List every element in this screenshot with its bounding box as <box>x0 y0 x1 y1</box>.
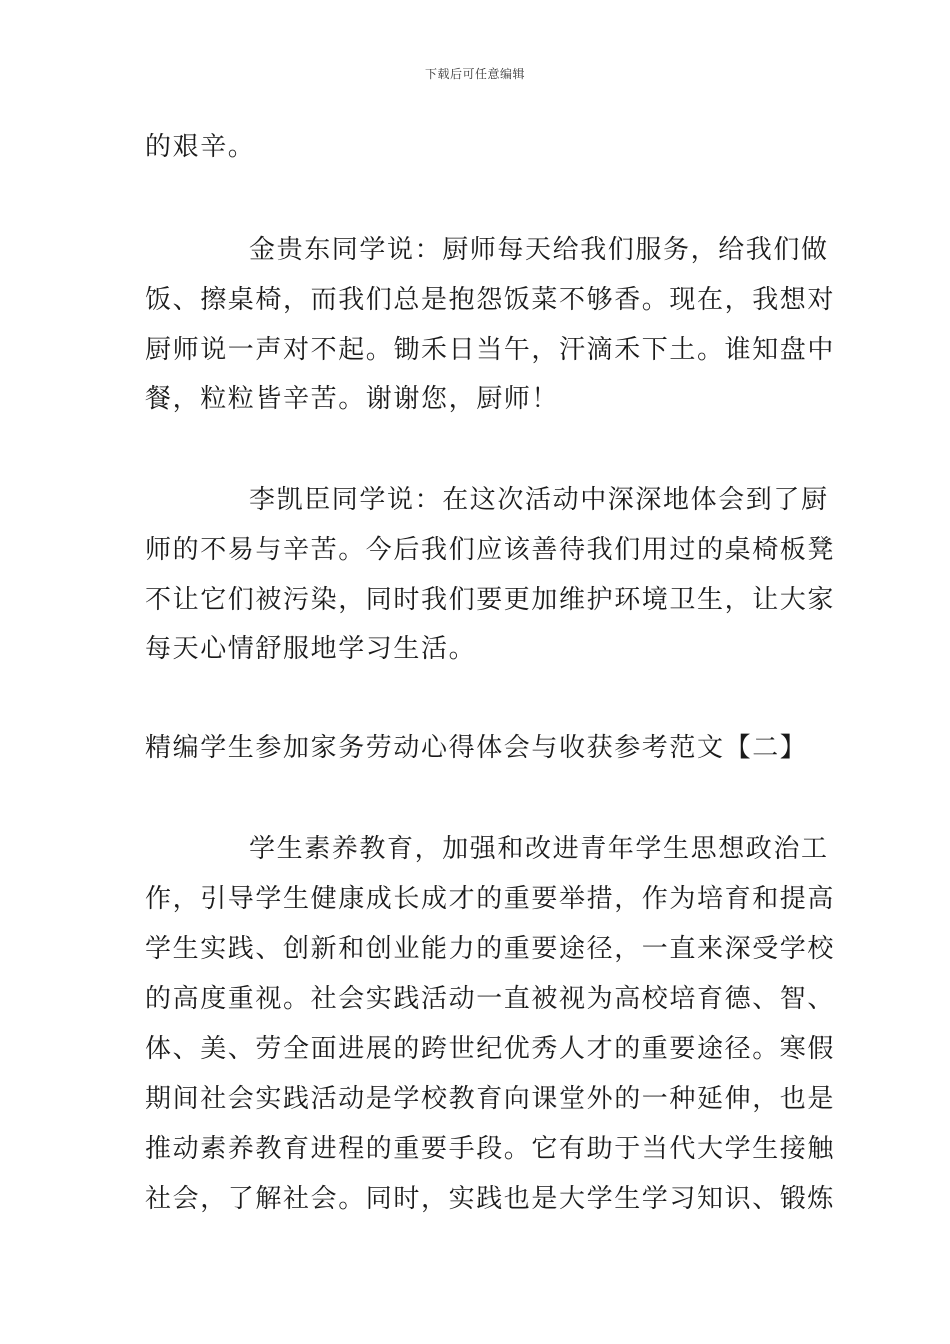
paragraph-line: 期间社会实践活动是学校教育向课堂外的一种延伸，也是 <box>145 1084 836 1114</box>
paragraph-line: 餐，粒粒皆辛苦。谢谢您，厨师！ <box>145 384 560 414</box>
paragraph-line: 体、美、劳全面进展的跨世纪优秀人才的重要途径。寒假 <box>145 1034 836 1064</box>
paragraph-line: 饭、擦桌椅，而我们总是抱怨饭菜不够香。现在，我想对 <box>145 285 836 315</box>
paragraph-line: 每天心情舒服地学习生活。 <box>145 634 477 664</box>
paragraph-line: 作，引导学生健康成长成才的重要举措，作为培育和提高 <box>145 884 836 914</box>
paragraph-line: 学生实践、创新和创业能力的重要途径，一直来深受学校 <box>145 934 836 964</box>
paragraph-line: 社会，了解社会。同时，实践也是大学生学习知识、锻炼 <box>145 1184 836 1214</box>
paragraph-line: 金贵东同学说：厨师每天给我们服务，给我们做 <box>249 235 829 265</box>
paragraph-line: 李凯臣同学说：在这次活动中深深地体会到了厨 <box>249 485 829 515</box>
paragraph-line: 师的不易与辛苦。今后我们应该善待我们用过的桌椅板凳 <box>145 535 836 565</box>
paragraph-line: 的高度重视。社会实践活动一直被视为高校培育德、智、 <box>145 984 836 1014</box>
paragraph-line: 学生素养教育，加强和改进青年学生思想政治工 <box>249 834 829 864</box>
paragraph-line: 的艰辛。 <box>145 132 256 162</box>
paragraph-line: 推动素养教育进程的重要手段。它有助于当代大学生接触 <box>145 1134 836 1164</box>
section-heading: 精编学生参加家务劳动心得体会与收获参考范文【二】 <box>145 733 808 763</box>
paragraph-line: 厨师说一声对不起。锄禾日当午，汗滴禾下土。谁知盘中 <box>145 335 836 365</box>
paragraph-line: 不让它们被污染，同时我们要更加维护环境卫生，让大家 <box>145 585 836 615</box>
page-header: 下载后可任意编辑 <box>424 67 525 81</box>
